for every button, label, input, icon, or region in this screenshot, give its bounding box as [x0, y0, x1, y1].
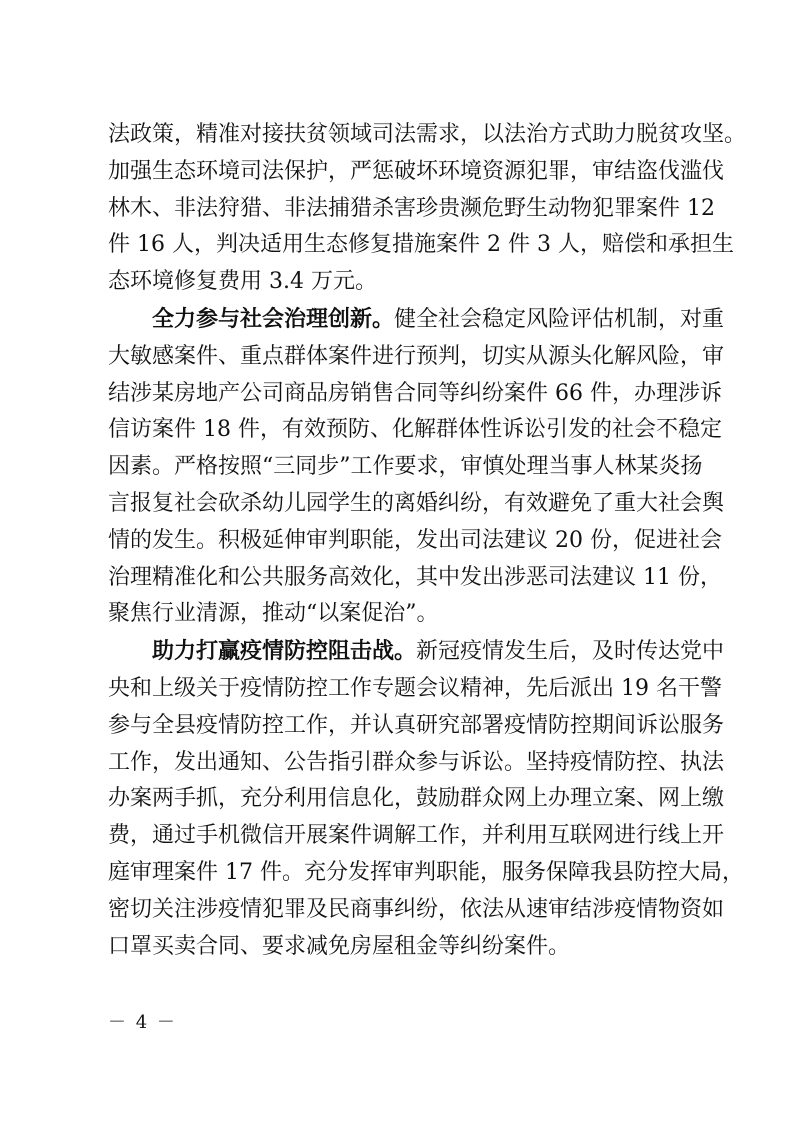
text-line: 信访案件 18 件，有效预防、化解群体性诉讼引发的社会不稳定 — [108, 417, 722, 443]
body-text — [108, 117, 747, 965]
text-line: 情的发生。积极延伸审判职能，发出司法建议 20 份，促进社会 — [108, 527, 722, 553]
text-line: 费，通过手机微信开展案件调解工作，并利用互联网进行线上开 — [108, 823, 725, 849]
text-line: 聚焦行业清源，推动“以案促治”。 — [108, 601, 439, 627]
text-line: 大敏感案件、重点群体案件进行预判，切实从源头化解风险，审 — [108, 343, 725, 369]
text-line: 结涉某房地产公司商品房销售合同等纠纷案件 66 件，办理涉诉 — [108, 380, 722, 406]
text-line: 参与全县疫情防控工作，并认真研究部署疫情防控期间诉讼服务 — [108, 712, 725, 738]
text-line: 央和上级关于疫情防控工作专题会议精神，先后派出 19 名干警 — [108, 675, 722, 701]
text-line: 言报复社会砍杀幼儿园学生的离婚纠纷，有效避免了重大社会舆 — [108, 490, 725, 516]
text-line: 治理精准化和公共服务高效化，其中发出涉恶司法建议 11 份， — [108, 564, 722, 590]
paragraph-first-line — [108, 633, 725, 671]
page-number: － 4 － — [108, 1012, 177, 1033]
text-line: 林木、非法狩猎、非法捕猎杀害珍贵濒危野生动物犯罪案件 12 — [108, 195, 715, 221]
text-line: 加强生态环境司法保护，严惩破坏环境资源犯罪，审结盗伐滥伐 — [108, 158, 725, 184]
paragraph-first-line — [108, 301, 725, 339]
text-line: 办案两手抓，充分利用信息化，鼓励群众网上办理立案、网上缴 — [108, 786, 725, 812]
text-line: 因素。严格按照“三同步”工作要求，审慎处理当事人林某炎扬 — [108, 454, 703, 480]
text-span: 新冠疫情发生后，及时传达党中 — [416, 639, 725, 665]
text-line: 态环境修复费用 3.4 万元。 — [108, 269, 377, 295]
paragraph-heading: 助力打赢疫情防控阻击战。 — [152, 638, 417, 665]
text-line: 件 16 人，判决适用生态修复措施案件 2 件 3 人，赔偿和承担生 — [108, 232, 734, 258]
text-line: 口罩买卖合同、要求减免房屋租金等纠纷案件。 — [108, 933, 571, 959]
text-line: 法政策，精准对接扶贫领域司法需求，以法治方式助力脱贫攻坚。 — [108, 122, 747, 147]
text-line: 工作，发出通知、公告指引群众参与诉讼。坚持疫情防控、执法 — [108, 749, 725, 775]
text-span: 健全社会稳定风险评估机制，对重 — [394, 306, 725, 332]
paragraph-heading: 全力参与社会治理创新。 — [152, 305, 395, 332]
text-line: 密切关注涉疫情犯罪及民商事纠纷，依法从速审结涉疫情物资如 — [108, 896, 725, 922]
text-line: 庭审理案件 17 件。充分发挥审判职能，服务保障我县防控大局， — [108, 859, 744, 885]
